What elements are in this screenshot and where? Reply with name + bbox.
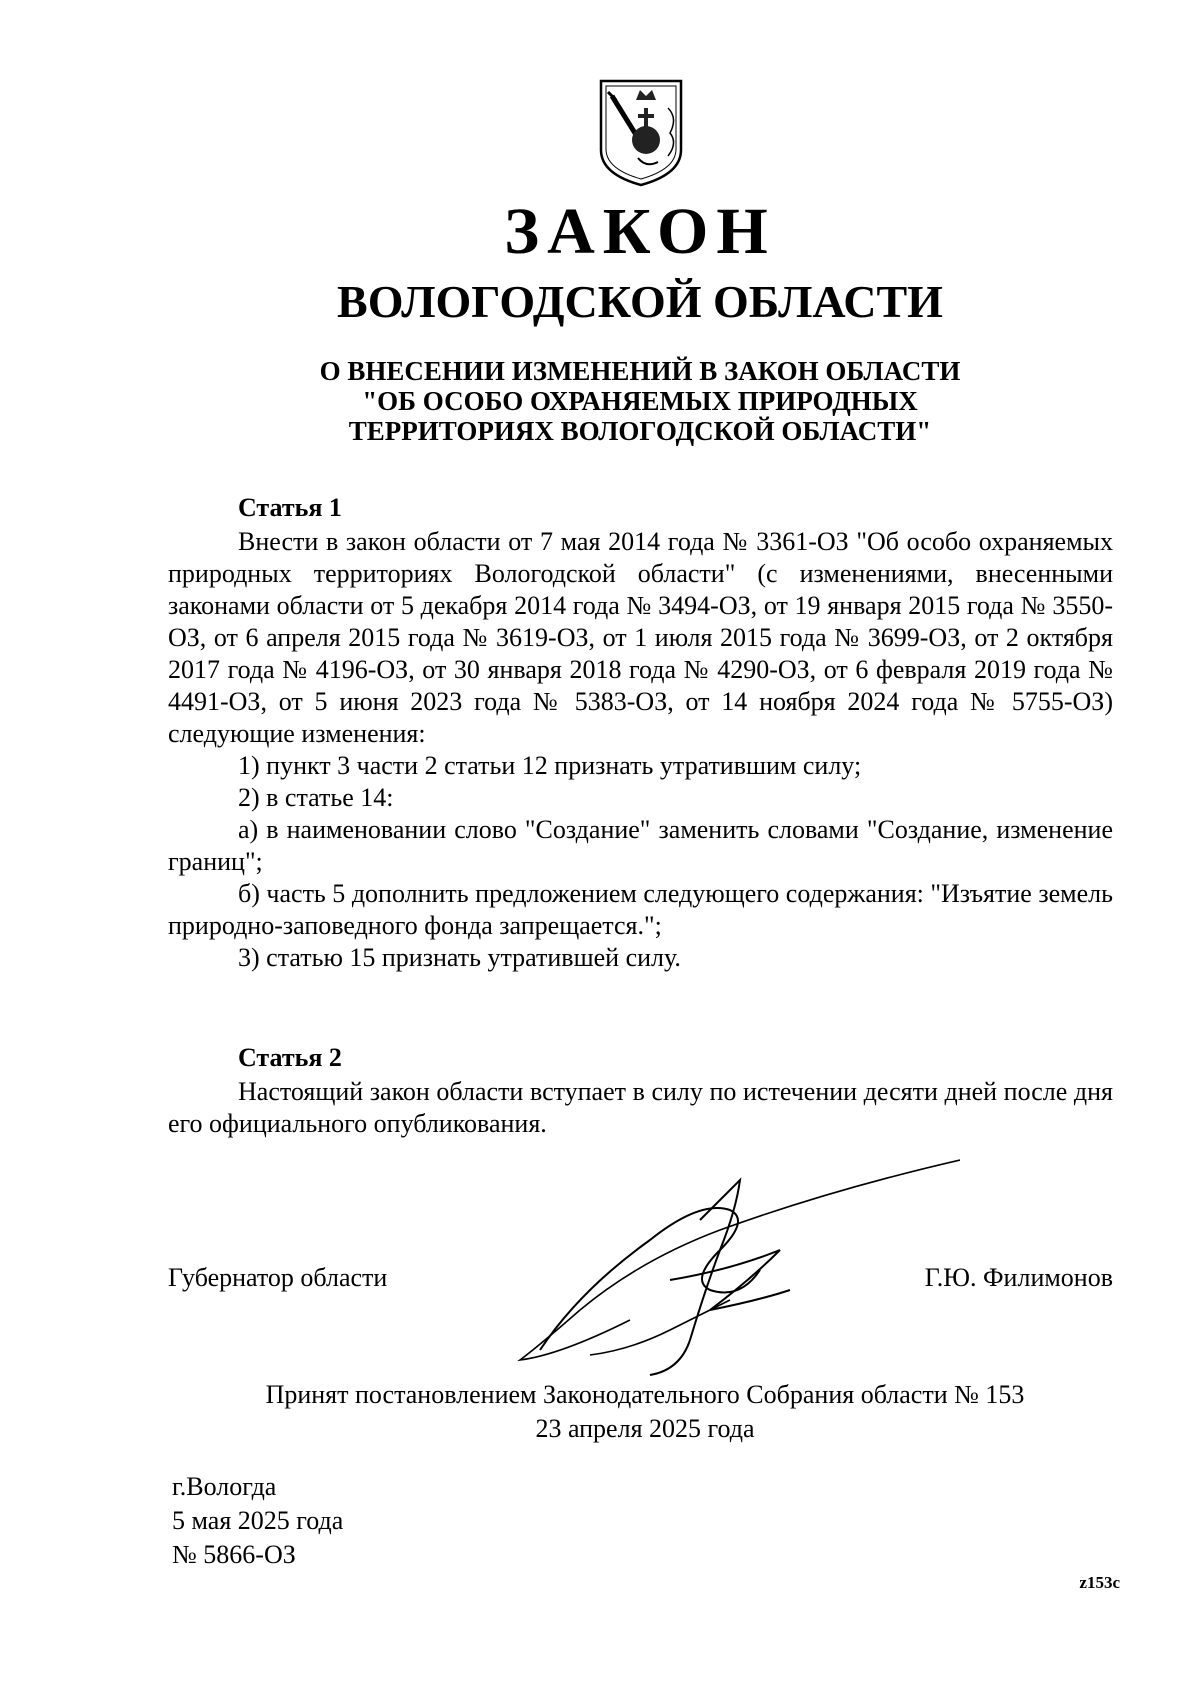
footer-date: 5 мая 2025 года xyxy=(172,1506,344,1535)
signatory-name: Г.Ю. Филимонов xyxy=(924,1263,1113,1292)
article-2-heading: Статья 2 xyxy=(238,1043,342,1072)
article-1-heading: Статья 1 xyxy=(238,493,342,522)
article-1-item: 3) статью 15 признать утратившей силу. xyxy=(238,943,681,972)
adoption-date: 23 апреля 2025 года xyxy=(535,1414,755,1443)
signatory-position: Губернатор области xyxy=(168,1263,388,1292)
adoption-note xyxy=(0,1378,1200,1446)
footer-number: № 5866-ОЗ xyxy=(172,1540,296,1569)
adoption-line: Принят постановлением Законодательного Собрания области № 153 xyxy=(265,1380,1025,1409)
law-name-line: О ВНЕСЕНИИ ИЗМЕНЕНИЙ В ЗАКОН ОБЛАСТИ xyxy=(319,356,961,386)
article-2-text: Настоящий закон области вступает в силу по истечении десяти дней после дня его официального опубликования. xyxy=(168,1077,1113,1138)
footer-info xyxy=(172,1470,343,1572)
footer-city: г.Вологда xyxy=(172,1472,277,1501)
law-name-line: ТЕРРИТОРИЯХ ВОЛОГОДСКОЙ ОБЛАСТИ" xyxy=(348,416,932,446)
article-1-item: а) в наименовании слово "Создание" заменить словами "Создание, изменение границ"; xyxy=(168,815,1113,876)
law-name-line: "ОБ ОСОБО ОХРАНЯЕМЫХ ПРИРОДНЫХ xyxy=(362,386,918,416)
article-1 xyxy=(168,490,1113,974)
article-1-item: 1) пункт 3 части 2 статьи 12 признать утратившим силу; xyxy=(238,751,862,780)
document-code: z153c xyxy=(1079,1573,1120,1592)
coat-of-arms-emblem xyxy=(598,78,684,188)
article-2 xyxy=(168,1040,1113,1140)
document-subtitle: ВОЛОГОДСКОЙ ОБЛАСТИ xyxy=(337,276,943,327)
document-title: ЗАКОН xyxy=(504,195,776,268)
handwritten-signature xyxy=(500,1150,960,1380)
law-name xyxy=(0,356,1200,446)
article-1-intro: Внести в закон области от 7 мая 2014 года № 3361-ОЗ "Об особо охраняемых природных территориях Вологодской области" (с изменениями, внесенными законами области от 5 декабря 2014 года № 3494-ОЗ, от 19 января 2015 года № 3550-ОЗ, от 6 апреля 2015 года № 3619-ОЗ, от 1 июля 2015 года № 3699-ОЗ, от 2 октября 2017 года № 4196-ОЗ, от 30 января 2018 года № 4290-ОЗ, от 6 февраля 2019 года № 4491-ОЗ, от 5 июня 2023 года № 5383-ОЗ, от 14 ноября 2024 года № 5755-ОЗ) следующие изменения: xyxy=(168,527,1113,748)
article-1-item: 2) в статье 14: xyxy=(238,783,394,812)
article-1-item: б) часть 5 дополнить предложением следующего содержания: "Изъятие земель природно-заповедного фонда запрещается."; xyxy=(168,879,1113,940)
